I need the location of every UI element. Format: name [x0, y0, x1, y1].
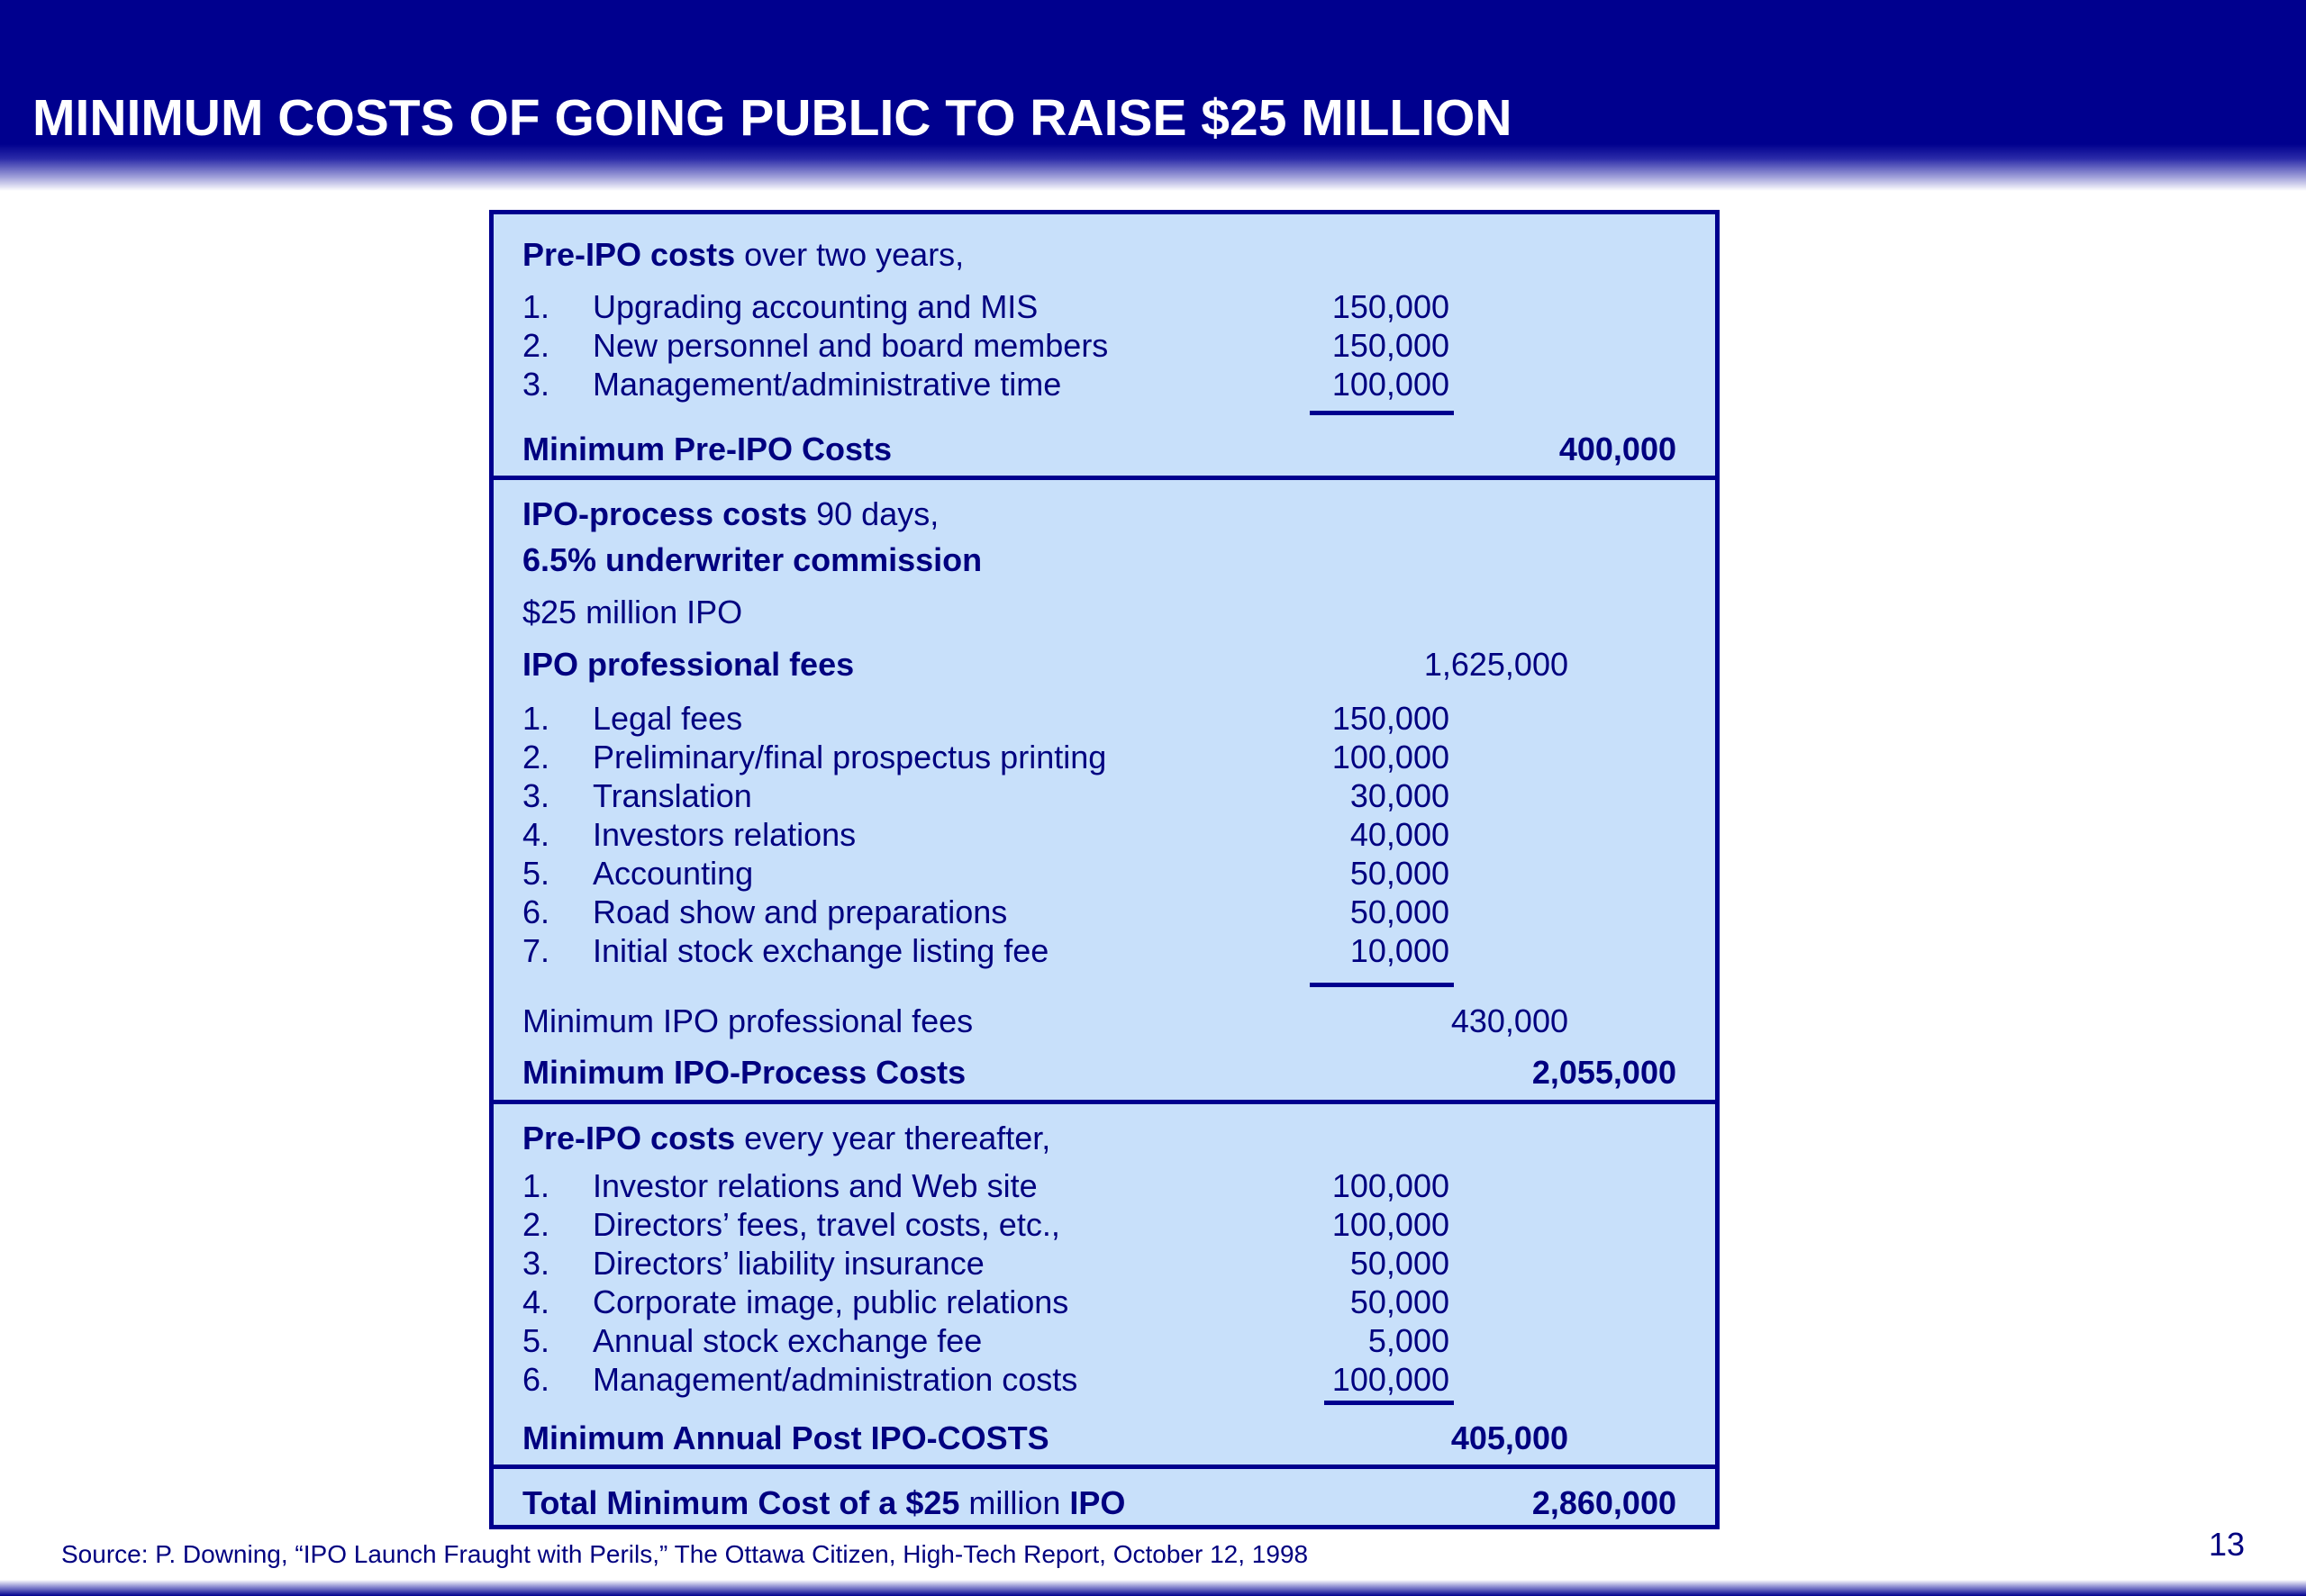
commission-value: 1,625,000 [1423, 646, 1568, 683]
list-item-value: 30,000 [1349, 777, 1449, 814]
section2-heading-rest: 90 days, [807, 495, 940, 532]
list-item-label: Management/administration costs [593, 1361, 1078, 1398]
section-divider [494, 1465, 1715, 1469]
list-item-value: 100,000 [1331, 1167, 1449, 1204]
section3-heading-rest: every year thereafter, [735, 1120, 1051, 1156]
list-item-label: Accounting [593, 855, 754, 892]
page-number: 13 [2209, 1526, 2246, 1563]
source-citation: Source: P. Downing, “IPO Launch Fraught with Perils,” The Ottawa Citizen, High-Tech Report, October 12, 1998 [61, 1540, 1309, 1568]
list-item-number: 4. [522, 816, 550, 853]
list-item-value: 100,000 [1331, 1206, 1449, 1243]
section1-heading-rest: over two years, [735, 236, 965, 273]
list-item-number: 2. [522, 1206, 550, 1243]
section3-heading [522, 1122, 1050, 1155]
list-item-number: 4. [522, 1283, 550, 1320]
list-item-label: Investor relations and Web site [593, 1167, 1038, 1204]
list-item-value: 50,000 [1349, 1283, 1449, 1320]
list-item-number: 6. [522, 893, 550, 930]
title-bar [0, 0, 2306, 191]
list-item-value: 100,000 [1331, 366, 1449, 403]
list-item-number: 3. [522, 1245, 550, 1282]
list-item-value: 100,000 [1331, 739, 1449, 775]
list-item-number: 2. [522, 327, 550, 364]
list-item-label: Directors’ liability insurance [593, 1245, 985, 1282]
list-item-number: 3. [522, 366, 550, 403]
section1-heading-bold: Pre-IPO costs [522, 236, 736, 273]
cost-table [489, 210, 1720, 1529]
section2-heading-bold: IPO-process costs [522, 495, 808, 532]
list-item-number: 1. [522, 288, 550, 325]
grand-total-label [522, 1484, 1126, 1521]
section3-heading-bold: Pre-IPO costs [522, 1120, 736, 1156]
subtotal-underline [1310, 983, 1454, 987]
bottom-bar [0, 1580, 2306, 1596]
section2-subtotal-label: Minimum IPO professional fees [522, 1002, 974, 1039]
list-item-label: Corporate image, public relations [593, 1283, 1069, 1320]
section1-total-value: 400,000 [1558, 431, 1676, 467]
list-item-label: Legal fees [593, 700, 743, 737]
commission-label: 6.5% underwriter commission [522, 541, 983, 578]
list-item-value: 5,000 [1367, 1322, 1449, 1359]
list-item-value: 50,000 [1349, 855, 1449, 892]
section3-total-label: Minimum Annual Post IPO-COSTS [522, 1419, 1049, 1456]
grand-total-label-part3: IPO [1069, 1484, 1126, 1521]
list-item-value: 150,000 [1331, 327, 1449, 364]
list-item-number: 3. [522, 777, 550, 814]
slide-title: MINIMUM COSTS OF GOING PUBLIC TO RAISE $25 MILLION [32, 89, 1512, 147]
grand-total-label-part2: million [959, 1484, 1070, 1521]
list-item-number: 1. [522, 700, 550, 737]
section1-total-label: Minimum Pre-IPO Costs [522, 431, 893, 467]
list-item-label: Management/administrative time [593, 366, 1062, 403]
list-item-value: 50,000 [1349, 893, 1449, 930]
list-item-number: 5. [522, 855, 550, 892]
list-item-number: 6. [522, 1361, 550, 1398]
list-item-label: Preliminary/final prospectus printing [593, 739, 1107, 775]
section-divider [494, 1100, 1715, 1104]
list-item-label: Directors’ fees, travel costs, etc., [593, 1206, 1060, 1243]
list-item-number: 7. [522, 932, 550, 969]
list-item-value: 150,000 [1331, 288, 1449, 325]
list-item-value: 150,000 [1331, 700, 1449, 737]
list-item-label: Road show and preparations [593, 893, 1008, 930]
grand-total-value: 2,860,000 [1531, 1484, 1676, 1521]
ipo-size-label: $25 million IPO [522, 594, 743, 630]
section2-total-value: 2,055,000 [1531, 1054, 1676, 1091]
list-item-label: Investors relations [593, 816, 857, 853]
list-item-number: 5. [522, 1322, 550, 1359]
section-divider [494, 476, 1715, 480]
list-item-number: 2. [522, 739, 550, 775]
grand-total-label-part1: Total Minimum Cost of a $25 [522, 1484, 960, 1521]
subtotal-underline [1324, 1401, 1454, 1405]
list-item-label: Upgrading accounting and MIS [593, 288, 1039, 325]
section2-total-label: Minimum IPO-Process Costs [522, 1054, 967, 1091]
list-item-value: 10,000 [1349, 932, 1449, 969]
section3-total-value: 405,000 [1450, 1419, 1568, 1456]
list-item-label: Initial stock exchange listing fee [593, 932, 1049, 969]
list-item-label: Annual stock exchange fee [593, 1322, 983, 1359]
section2-subtotal-value: 430,000 [1450, 1002, 1568, 1039]
list-item-value: 40,000 [1349, 816, 1449, 853]
section1-heading [522, 236, 965, 273]
list-item-value: 50,000 [1349, 1245, 1449, 1282]
list-item-label: Translation [593, 777, 752, 814]
list-item-label: New personnel and board members [593, 327, 1109, 364]
subtotal-underline [1310, 411, 1454, 415]
section2-heading [522, 495, 940, 532]
list-item-number: 1. [522, 1167, 550, 1204]
list-item-value: 100,000 [1331, 1361, 1449, 1398]
professional-fees-label: IPO professional fees [522, 646, 855, 683]
